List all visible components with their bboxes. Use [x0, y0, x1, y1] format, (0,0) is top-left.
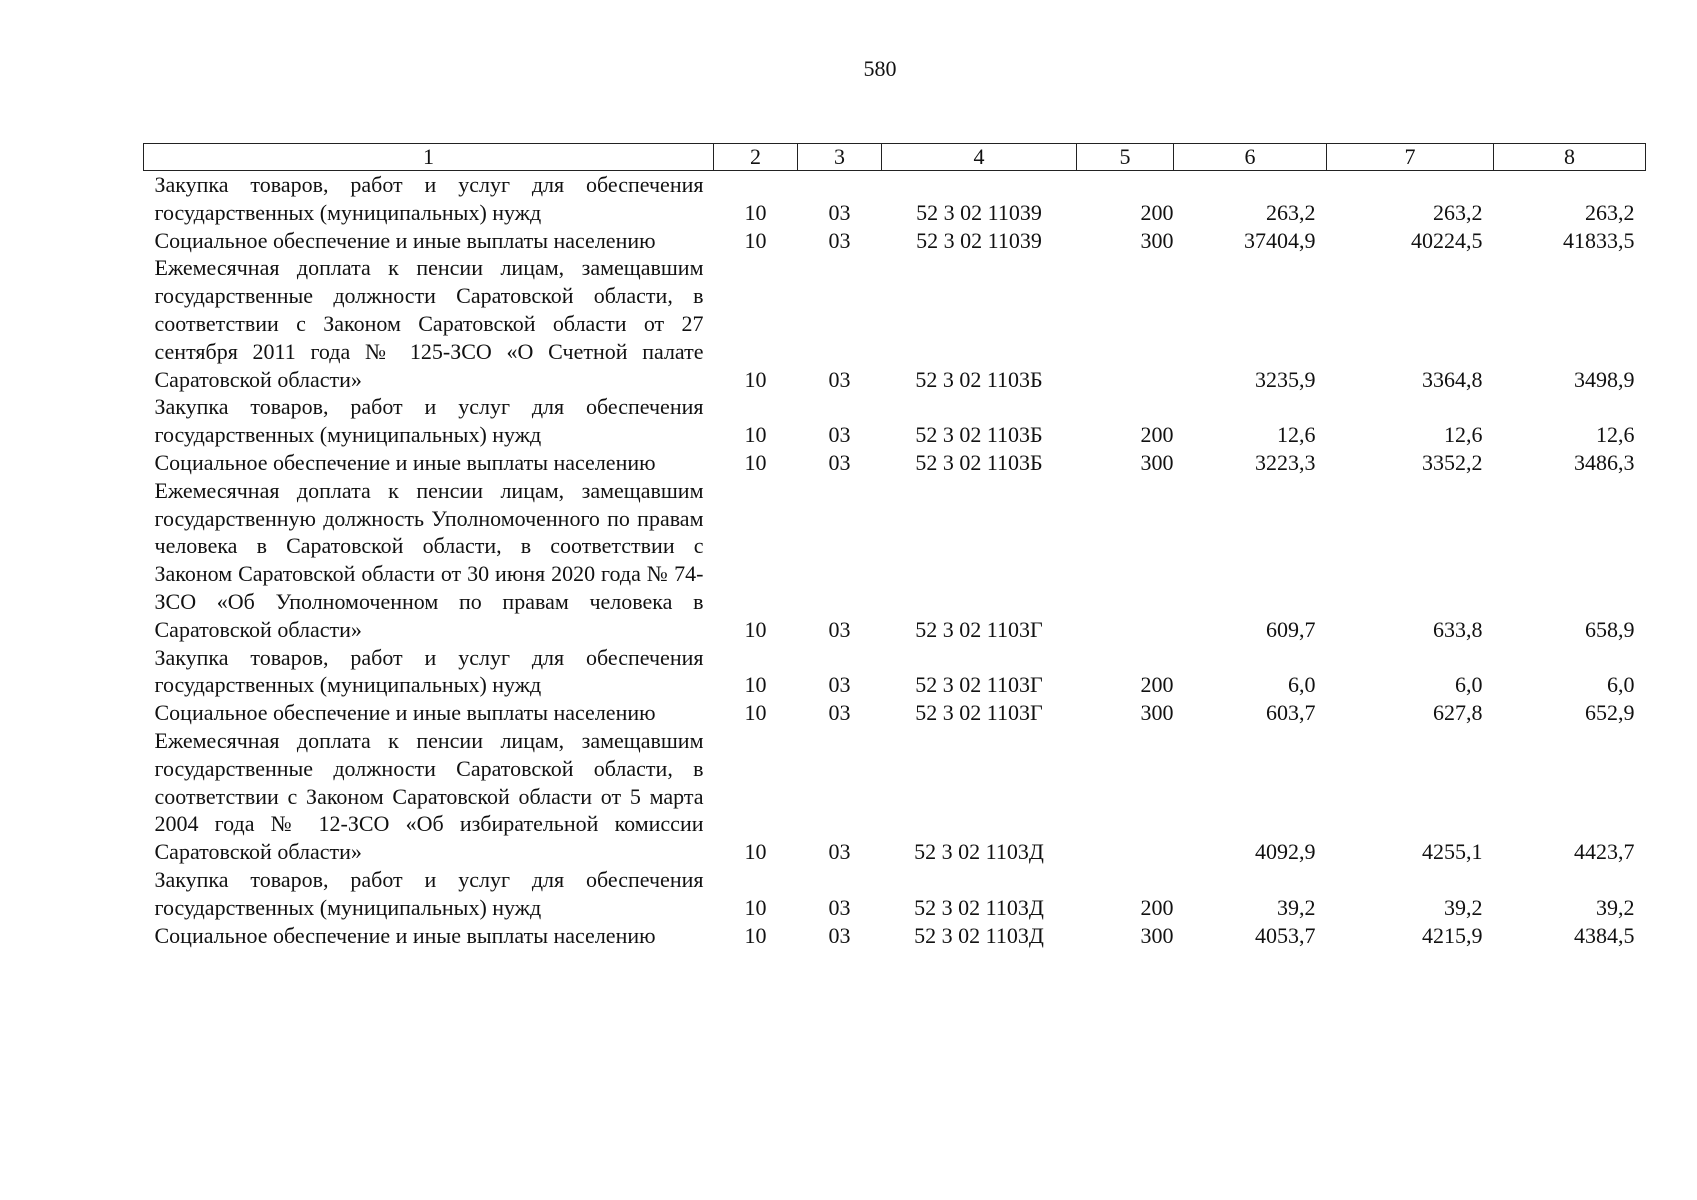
table-row: [144, 254, 1646, 393]
row-description: Социальное обеспечение и иные выплаты населению: [154, 922, 656, 948]
table-row: [144, 922, 1646, 950]
row-target-code: 52 3 02 1103Г: [915, 700, 1043, 726]
row-section: 10: [744, 422, 767, 448]
row-amount-col7: 263,2: [1433, 199, 1483, 225]
header-col-5: 5: [1077, 144, 1174, 171]
header-col-1: 1: [144, 144, 714, 171]
row-subsection: 03: [828, 672, 851, 698]
row-amount-col7: 12,6: [1444, 422, 1483, 448]
row-section: 10: [744, 449, 767, 475]
header-col-4: 4: [882, 144, 1077, 171]
table-row: [144, 866, 1646, 922]
table-row: [144, 699, 1646, 727]
row-subsection: 03: [828, 894, 851, 920]
page-number: 580: [863, 56, 897, 81]
row-description: Социальное обеспечение и иные выплаты населению: [154, 700, 656, 726]
table-row: [144, 449, 1646, 477]
row-amount-col7: 6,0: [1455, 672, 1483, 698]
row-section: 10: [744, 922, 767, 948]
row-amount-col7: 40224,5: [1411, 227, 1483, 253]
row-amount-col6: 263,2: [1266, 199, 1316, 225]
row-amount-col8: 12,6: [1596, 422, 1635, 448]
row-subsection: 03: [828, 227, 851, 253]
row-amount-col6: 3223,3: [1255, 449, 1316, 475]
row-amount-col7: 627,8: [1433, 700, 1483, 726]
row-subsection: 03: [828, 199, 851, 225]
row-target-code: 52 3 02 11039: [916, 199, 1042, 225]
row-description: Закупка товаров, работ и услуг для обеспечения государственных (муниципальных) нужд: [154, 172, 704, 225]
row-amount-col8: 41833,5: [1563, 227, 1635, 253]
row-section: 10: [744, 366, 767, 392]
row-target-code: 52 3 02 1103Д: [914, 922, 1044, 948]
row-amount-col6: 4092,9: [1255, 839, 1316, 865]
row-target-code: 52 3 02 1103Д: [914, 839, 1044, 865]
row-target-code: 52 3 02 1103Б: [915, 449, 1043, 475]
row-expense-type: 200: [1140, 672, 1174, 698]
row-amount-col6: 12,6: [1277, 422, 1316, 448]
row-amount-col7: 633,8: [1433, 616, 1483, 642]
row-subsection: 03: [828, 422, 851, 448]
row-amount-col8: 652,9: [1585, 700, 1635, 726]
row-subsection: 03: [828, 839, 851, 865]
row-amount-col6: 609,7: [1266, 616, 1316, 642]
row-amount-col8: 4384,5: [1574, 922, 1635, 948]
header-col-7: 7: [1327, 144, 1494, 171]
table-row: [144, 727, 1646, 866]
row-expense-type: 200: [1140, 199, 1174, 225]
row-amount-col8: 3498,9: [1574, 366, 1635, 392]
row-expense-type: 300: [1140, 227, 1174, 253]
row-section: 10: [744, 839, 767, 865]
table-row: [144, 477, 1646, 644]
row-amount-col8: 4423,7: [1574, 839, 1635, 865]
row-expense-type: [1077, 727, 1174, 866]
row-target-code: 52 3 02 1103Б: [915, 366, 1043, 392]
row-expense-type: 200: [1140, 894, 1174, 920]
row-description: Ежемесячная доплата к пенсии лицам, замещавшим государственную должность Уполномоченного по правам человека в Саратовской области, в соответствии с Законом Саратовской области от 30 июня 2020 года № 74-ЗСО «Об Уполномоченном по правам человека в Саратовской области»: [154, 477, 704, 642]
row-target-code: 52 3 02 1103Б: [915, 422, 1043, 448]
row-amount-col8: 39,2: [1596, 894, 1635, 920]
row-target-code: 52 3 02 1103Д: [914, 894, 1044, 920]
row-subsection: 03: [828, 922, 851, 948]
row-expense-type: 200: [1140, 422, 1174, 448]
row-subsection: 03: [828, 616, 851, 642]
row-amount-col8: 263,2: [1585, 199, 1635, 225]
row-subsection: 03: [828, 366, 851, 392]
row-description: Социальное обеспечение и иные выплаты населению: [154, 227, 656, 253]
table-row: [144, 644, 1646, 700]
row-amount-col7: 3352,2: [1422, 449, 1483, 475]
row-description: Социальное обеспечение и иные выплаты населению: [154, 449, 656, 475]
row-description: Ежемесячная доплата к пенсии лицам, замещавшим государственные должности Саратовской области, в соответствии с Законом Саратовской области от 27 сентября 2011 года № 125-ЗСО «О Счетной палате Саратовской области»: [154, 255, 704, 392]
row-target-code: 52 3 02 1103Г: [915, 616, 1043, 642]
row-amount-col7: 4215,9: [1422, 922, 1483, 948]
header-col-8: 8: [1494, 144, 1646, 171]
row-amount-col7: 3364,8: [1422, 366, 1483, 392]
row-amount-col6: 37404,9: [1244, 227, 1316, 253]
row-subsection: 03: [828, 700, 851, 726]
row-amount-col8: 658,9: [1585, 616, 1635, 642]
table-row: [144, 227, 1646, 255]
row-section: 10: [744, 894, 767, 920]
table-row: [144, 393, 1646, 449]
row-section: 10: [744, 199, 767, 225]
row-target-code: 52 3 02 1103Г: [915, 672, 1043, 698]
row-description: Закупка товаров, работ и услуг для обеспечения государственных (муниципальных) нужд: [154, 866, 704, 920]
row-section: 10: [744, 616, 767, 642]
row-expense-type: [1077, 477, 1174, 644]
row-amount-col8: 6,0: [1607, 672, 1635, 698]
row-target-code: 52 3 02 11039: [916, 227, 1042, 253]
row-section: 10: [744, 672, 767, 698]
row-description: Закупка товаров, работ и услуг для обеспечения государственных (муниципальных) нужд: [154, 394, 704, 448]
row-section: 10: [744, 227, 767, 253]
row-description: Ежемесячная доплата к пенсии лицам, замещавшим государственные должности Саратовской области, в соответствии с Законом Саратовской области от 5 марта 2004 года № 12-ЗСО «Об избирательной комиссии Саратовской области»: [154, 727, 704, 865]
row-amount-col7: 39,2: [1444, 894, 1483, 920]
row-amount-col6: 4053,7: [1255, 922, 1316, 948]
table-row: [144, 171, 1646, 227]
row-expense-type: [1077, 254, 1174, 393]
row-section: 10: [744, 700, 767, 726]
row-amount-col6: 6,0: [1288, 672, 1316, 698]
row-amount-col6: 39,2: [1277, 894, 1316, 920]
row-amount-col6: 3235,9: [1255, 366, 1316, 392]
header-col-3: 3: [798, 144, 882, 171]
row-amount-col7: 4255,1: [1422, 839, 1483, 865]
row-subsection: 03: [828, 449, 851, 475]
table-header-row: [144, 144, 1646, 171]
row-expense-type: 300: [1140, 922, 1174, 948]
row-amount-col8: 3486,3: [1574, 449, 1635, 475]
budget-table: [143, 143, 1646, 949]
row-amount-col6: 603,7: [1266, 700, 1316, 726]
row-expense-type: 300: [1140, 700, 1174, 726]
header-col-2: 2: [714, 144, 798, 171]
row-expense-type: 300: [1140, 449, 1174, 475]
row-description: Закупка товаров, работ и услуг для обеспечения государственных (муниципальных) нужд: [154, 644, 704, 698]
header-col-6: 6: [1174, 144, 1327, 171]
